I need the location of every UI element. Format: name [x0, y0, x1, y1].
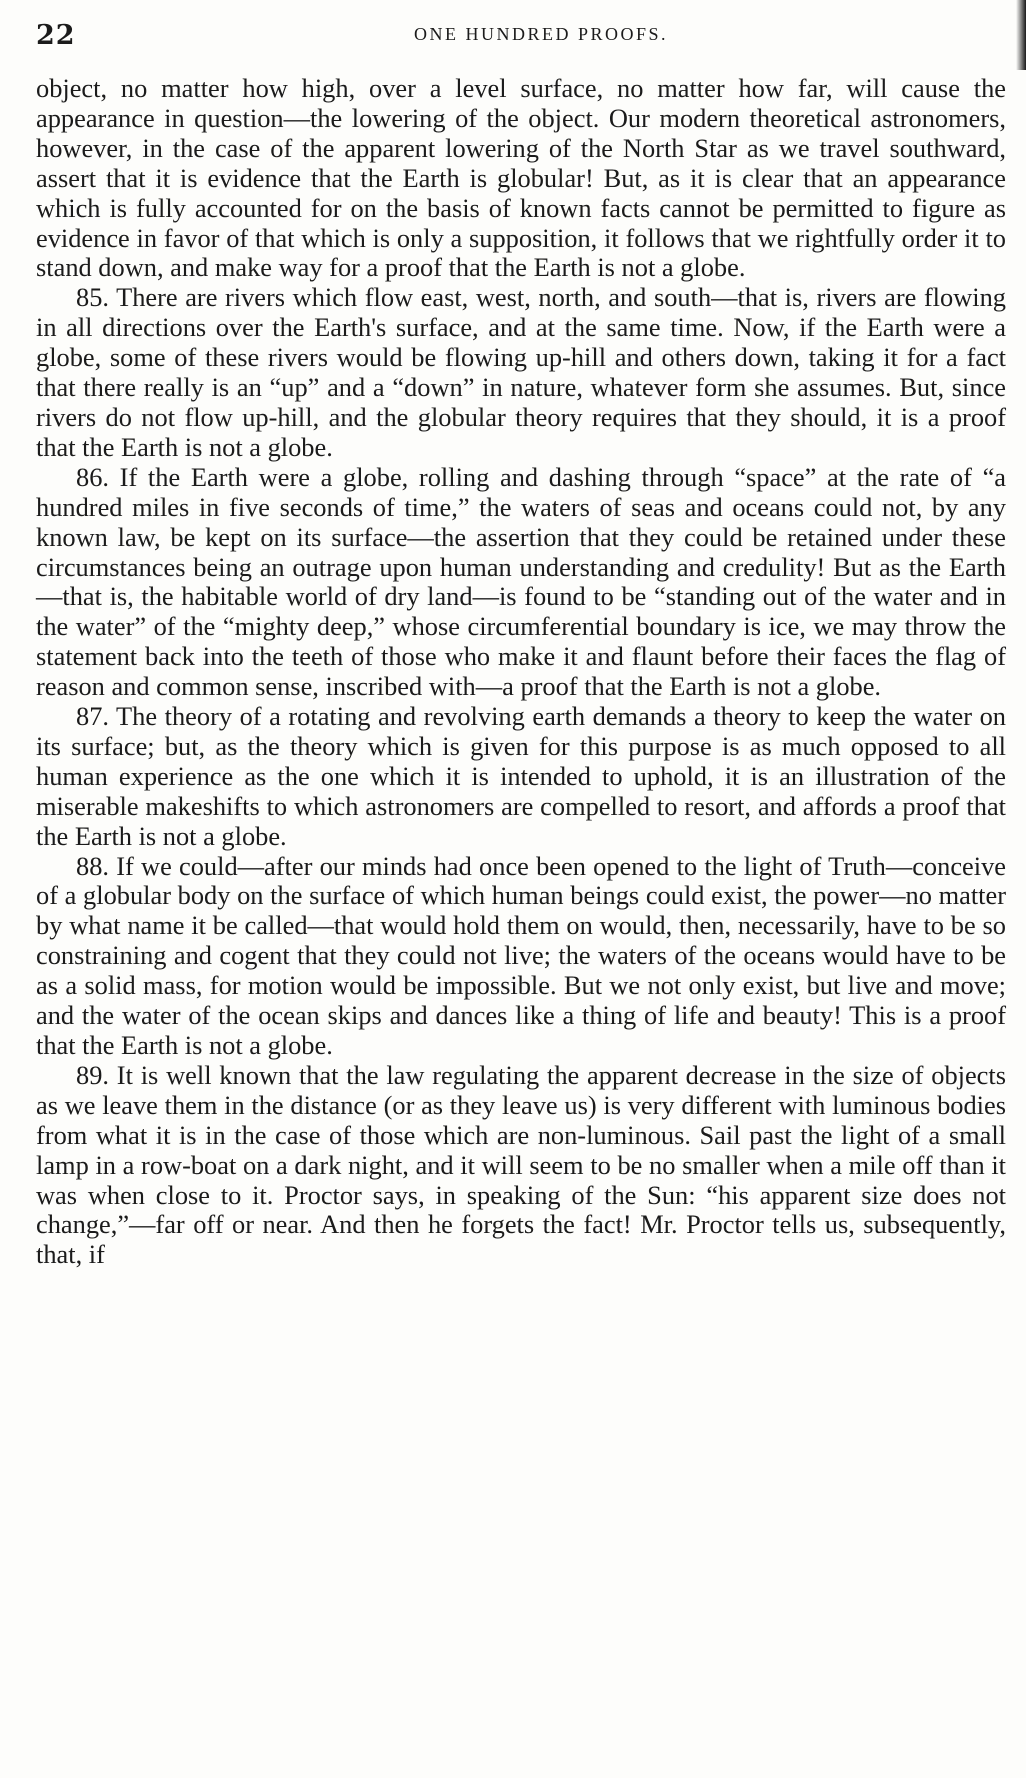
paragraph-proof-89: 89. It is well known that the law regulating the apparent decrease in the size of objects as we leave them in the distance (or as they leave us) is very different with luminous bodies from what it is in the case of those which are non-luminous. Sail past the light of a small lamp in a row-boat on a dark night, and it will seem to be no smaller when a mile off than it was when close to it. Proctor says, in speaking of the Sun: “his apparent size does not change,”—far off or near. And then he forgets the fact! Mr. Proctor tells us, subsequently, that, if: [36, 1059, 1006, 1270]
page-edge-shadow: [1016, 0, 1026, 70]
paragraph-continuation: object, no matter how high, over a level surface, no matter how far, will cause the appearance in question—the lowering of the object. Our modern theoretical astronomers, however, in the case of the apparent lowering of the North Star as we travel southward, assert that it is evidence that the Earth is globular! But, as it is clear that an appearance which is fully accounted for on the basis of known facts cannot be permitted to figure as evidence in favor of that which is only a supposition, it follows that we rightfully order it to stand down, and make way for a proof that the Earth is not a globe.: [36, 73, 1006, 283]
page-header: [36, 20, 1006, 60]
paragraph-proof-86: 86. If the Earth were a globe, rolling and dashing through “space” at the rate of “a hundred miles in five seconds of time,” the waters of seas and oceans could not, by any known law, be kept on its surface—the assertion that they could be retained under these circumstances being an outrage upon human understanding and credulity! But as the Earth—that is, the habitable world of dry land—is found to be “standing out of the water and in the water” of the “mighty deep,” whose circumferential boundary is ice, we may throw the statement back into the teeth of those who make it and flaunt before their faces the flag of reason and common sense, inscribed with—a proof that the Earth is not a globe.: [36, 461, 1006, 702]
page-body: [36, 74, 1006, 1270]
running-title: ONE HUNDRED PROOFS.: [413, 24, 669, 44]
paragraph-proof-87: 87. The theory of a rotating and revolving earth demands a theory to keep the water on its surface; but, as the theory which is given for this purpose is as much opposed to all human experience as the one which it is intended to uphold, it is an illustration of the miserable makeshifts to which astronomers are compelled to resort, and affords a proof that the Earth is not a globe.: [36, 701, 1006, 851]
paragraph-proof-88: 88. If we could—after our minds had once been opened to the light of Truth—conceive of a globular body on the surface of which human beings could exist, the power—no matter by what name it be called—that would hold them on would, then, necessarily, have to be so constraining and cogent that they could not live; the waters of the oceans would have to be as a solid mass, for motion would be impossible. But we not only exist, but live and move; and the water of the ocean skips and dances like a thing of life and beauty! This is a proof that the Earth is not a globe.: [36, 850, 1006, 1060]
paragraph-proof-85: 85. There are rivers which flow east, west, north, and south—that is, rivers are flowing in all directions over the Earth's surface, and at the same time. Now, if the Earth were a globe, some of these rivers would be flowing up-hill and others down, taking it for a fact that there really is an “up” and a “down” in nature, whatever form she assumes. But, since rivers do not flow up-hill, and the globular theory requires that they should, it is a proof that the Earth is not a globe.: [36, 282, 1006, 462]
page-number: 22: [36, 20, 76, 51]
